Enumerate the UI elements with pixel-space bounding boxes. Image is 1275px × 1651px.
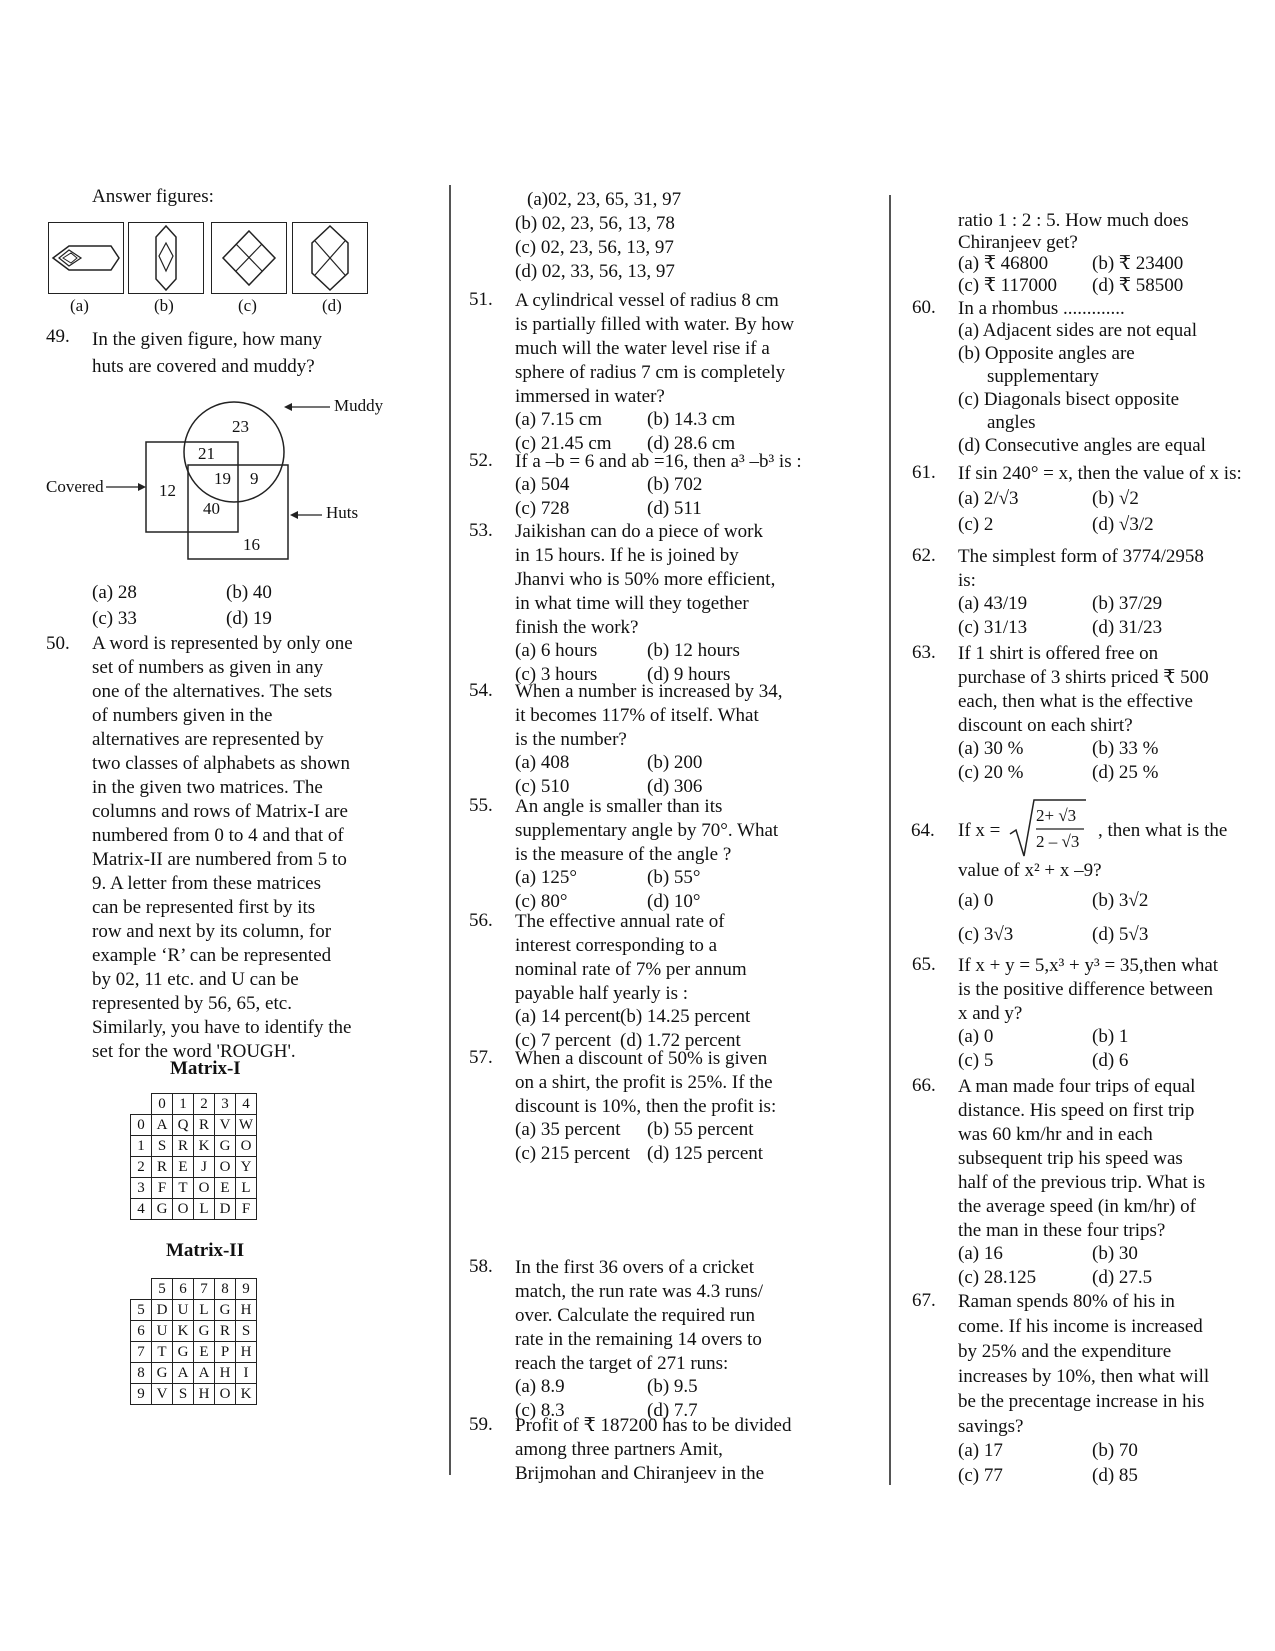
matrix-cell: R xyxy=(194,1115,215,1136)
q65-option-a: (a) 0 xyxy=(958,1026,994,1047)
answer-figures-label: Answer figures: xyxy=(92,186,214,207)
q55-option-a: (a) 125° xyxy=(515,867,577,888)
matrix-cell: 1 xyxy=(131,1136,152,1157)
matrix2-title: Matrix-II xyxy=(166,1240,245,1261)
matrix-cell: G xyxy=(152,1363,173,1384)
q64-option-c: (c) 3√3 xyxy=(958,924,1014,945)
q54-option-c: (c) 510 xyxy=(515,776,570,797)
q56-line: nominal rate of 7% per annum xyxy=(515,959,747,980)
q53-option-d: (d) 9 hours xyxy=(647,664,731,685)
matrix-cell: 4 xyxy=(236,1094,257,1115)
q61-option-b: (b) √2 xyxy=(1092,488,1139,509)
q63-line: If 1 shirt is offered free on xyxy=(958,643,1159,664)
q58-number: 58. xyxy=(469,1256,493,1277)
matrix-cell: 7 xyxy=(194,1279,215,1300)
q50-line: example ‘R’ can be represented xyxy=(92,945,332,966)
q60-option: (c) Diagonals bisect opposite xyxy=(958,389,1180,410)
matrix-cell: V xyxy=(215,1115,236,1136)
q65-line: If x + y = 5,x³ + y³ = 35,then what xyxy=(958,955,1219,976)
fig-label-c: (c) xyxy=(238,296,257,315)
matrix-cell: O xyxy=(215,1157,236,1178)
q64-option-a: (a) 0 xyxy=(958,890,994,911)
matrix-cell: 8 xyxy=(131,1363,152,1384)
matrix-cell: K xyxy=(194,1136,215,1157)
q67-option-b: (b) 70 xyxy=(1092,1440,1138,1461)
q56-option-a: (a) 14 percent xyxy=(515,1006,621,1027)
q67-line: Raman spends 80% of his in xyxy=(958,1291,1175,1312)
q51-number: 51. xyxy=(469,289,493,310)
q62-option-b: (b) 37/29 xyxy=(1092,593,1163,614)
q57-option-b: (b) 55 percent xyxy=(647,1119,754,1140)
q50-line: can be represented first by its xyxy=(92,897,316,918)
matrix-cell: V xyxy=(152,1384,173,1405)
q50-line: set for the word 'ROUGH'. xyxy=(92,1041,296,1062)
q54-number: 54. xyxy=(469,680,493,701)
q55-line: is the measure of the angle ? xyxy=(515,844,732,865)
q58-option-a: (a) 8.9 xyxy=(515,1376,565,1397)
q62-line: is: xyxy=(958,570,976,591)
q67-option-d: (d) 85 xyxy=(1092,1465,1138,1486)
q50-option-a: (a)02, 23, 65, 31, 97 xyxy=(527,189,682,210)
q50-line: row and next by its column, for xyxy=(92,921,332,942)
q50-line: two classes of alphabets as shown xyxy=(92,753,351,774)
q51-option-b: (b) 14.3 cm xyxy=(647,409,736,430)
q54-option-d: (d) 306 xyxy=(647,776,703,797)
q53-line: in 15 hours. If he is joined by xyxy=(515,545,739,566)
q49-number: 49. xyxy=(46,326,70,347)
q54-line: is the number? xyxy=(515,729,627,750)
matrix-cell: H xyxy=(236,1300,257,1321)
q51-option-d: (d) 28.6 cm xyxy=(647,433,736,454)
matrix-cell: G xyxy=(194,1321,215,1342)
matrix-cell: 1 xyxy=(173,1094,194,1115)
q63-option-c: (c) 20 % xyxy=(958,762,1024,783)
q49-option-a: (a) 28 xyxy=(92,582,137,603)
q66-line: subsequent trip his speed was xyxy=(958,1148,1183,1169)
matrix-cell: 9 xyxy=(131,1384,152,1405)
matrix-cell: L xyxy=(236,1178,257,1199)
answer-figure-c xyxy=(211,222,287,294)
q60-number: 60. xyxy=(912,297,936,318)
q49-option-c: (c) 33 xyxy=(92,608,137,629)
matrix-cell: 2 xyxy=(194,1094,215,1115)
q62-number: 62. xyxy=(912,545,936,566)
matrix-cell: O xyxy=(194,1178,215,1199)
q59-line: Profit of ₹ 187200 has to be divided xyxy=(515,1415,792,1436)
q61-number: 61. xyxy=(912,462,936,483)
venn-label-huts: Huts xyxy=(326,503,359,522)
matrix-cell: 6 xyxy=(173,1279,194,1300)
matrix-cell: D xyxy=(152,1300,173,1321)
matrix-cell: H xyxy=(215,1363,236,1384)
matrix-cell: S xyxy=(173,1384,194,1405)
matrix-cell: F xyxy=(236,1199,257,1220)
q54-line: When a number is increased by 34, xyxy=(515,681,783,702)
matrix-cell: U xyxy=(173,1300,194,1321)
q56-number: 56. xyxy=(469,910,493,931)
q60-line: In a rhombus ............. xyxy=(958,298,1125,319)
matrix-cell: R xyxy=(152,1157,173,1178)
q65-option-b: (b) 1 xyxy=(1092,1026,1129,1047)
q53-line: Jaikishan can do a piece of work xyxy=(515,521,763,542)
q58-option-d: (d) 7.7 xyxy=(647,1400,698,1421)
q66-line: half of the previous trip. What is xyxy=(958,1172,1206,1193)
q67-line: increases by 10%, then what will xyxy=(958,1366,1210,1387)
matrix-cell: D xyxy=(215,1199,236,1220)
q62-option-d: (d) 31/23 xyxy=(1092,617,1163,638)
matrix-cell: H xyxy=(236,1342,257,1363)
q58-option-b: (b) 9.5 xyxy=(647,1376,698,1397)
q52-option-b: (b) 702 xyxy=(647,474,703,495)
q54-line: it becomes 117% of itself. What xyxy=(515,705,759,726)
matrix-cell xyxy=(131,1279,152,1300)
q66-line: was 60 km/hr and in each xyxy=(958,1124,1153,1145)
q50-line: by 02, 11 etc. and U can be xyxy=(92,969,299,990)
q50-number: 50. xyxy=(46,633,70,654)
q61-line: If sin 240° = x, then the value of x is: xyxy=(958,463,1242,484)
q58-line: In the first 36 overs of a cricket xyxy=(515,1257,754,1278)
matrix-cell: 6 xyxy=(131,1321,152,1342)
venn-value: 23 xyxy=(232,417,249,436)
matrix-cell: I xyxy=(236,1363,257,1384)
q51-option-c: (c) 21.45 cm xyxy=(515,433,612,454)
q62-line: The simplest form of 3774/2958 xyxy=(958,546,1204,567)
q67-line: savings? xyxy=(958,1416,1024,1437)
q63-line: purchase of 3 shirts priced ₹ 500 xyxy=(958,667,1209,688)
q52-number: 52. xyxy=(469,450,493,471)
q58-line: rate in the remaining 14 overs to xyxy=(515,1329,762,1350)
q50-line: alternatives are represented by xyxy=(92,729,324,750)
q65-line: is the positive difference between xyxy=(958,979,1213,1000)
matrix-cell: S xyxy=(152,1136,173,1157)
matrix-cell: 9 xyxy=(236,1279,257,1300)
q50-line: one of the alternatives. The sets xyxy=(92,681,333,702)
q53-option-c: (c) 3 hours xyxy=(515,664,598,685)
q58-option-c: (c) 8.3 xyxy=(515,1400,565,1421)
q50-line: A word is represented by only one xyxy=(92,633,353,654)
q51-line: immersed in water? xyxy=(515,386,665,407)
matrix-cell: K xyxy=(173,1321,194,1342)
matrix-cell: J xyxy=(194,1157,215,1178)
matrix-cell: E xyxy=(173,1157,194,1178)
matrix-cell: 5 xyxy=(152,1279,173,1300)
q65-option-c: (c) 5 xyxy=(958,1050,994,1071)
q63-option-b: (b) 33 % xyxy=(1092,738,1159,759)
q52-option-d: (d) 511 xyxy=(647,498,702,519)
matrix-cell: G xyxy=(152,1199,173,1220)
venn-value: 12 xyxy=(159,481,176,500)
q66-line: A man made four trips of equal xyxy=(958,1076,1196,1097)
q62-option-c: (c) 31/13 xyxy=(958,617,1028,638)
q49-line: huts are covered and muddy? xyxy=(92,356,315,377)
q56-line: interest corresponding to a xyxy=(515,935,718,956)
q53-line: Jhanvi who is 50% more efficient, xyxy=(515,569,776,590)
q59-option-d: (d) ₹ 58500 xyxy=(1092,275,1184,296)
q64-line2: value of x² + x –9? xyxy=(958,860,1102,881)
matrix-cell: L xyxy=(194,1199,215,1220)
q55-line: supplementary angle by 70°. What xyxy=(515,820,779,841)
q58-line: reach the target of 271 runs: xyxy=(515,1353,729,1374)
venn-value: 19 xyxy=(214,469,231,488)
q60-option: (b) Opposite angles are xyxy=(958,343,1135,364)
q64-numerator: 2+ √3 xyxy=(1036,806,1077,825)
matrix-cell: O xyxy=(236,1136,257,1157)
q53-line: in what time will they together xyxy=(515,593,749,614)
venn-label-covered: Covered xyxy=(46,477,104,496)
matrix-cell: 7 xyxy=(131,1342,152,1363)
q65-option-d: (d) 6 xyxy=(1092,1050,1129,1071)
q61-option-a: (a) 2/√3 xyxy=(958,488,1019,509)
q62-option-a: (a) 43/19 xyxy=(958,593,1028,614)
q64-denominator: 2 – √3 xyxy=(1036,832,1080,851)
q60-option: (a) Adjacent sides are not equal xyxy=(958,320,1197,341)
q67-line: be the precentage increase in his xyxy=(958,1391,1205,1412)
q49-text xyxy=(92,326,322,380)
q52-option-c: (c) 728 xyxy=(515,498,570,519)
q51-line: sphere of radius 7 cm is completely xyxy=(515,362,786,383)
venn-value: 9 xyxy=(250,469,259,488)
q51-line: is partially filled with water. By how xyxy=(515,314,795,335)
q49-option-d: (d) 19 xyxy=(226,608,272,629)
venn-value: 16 xyxy=(243,535,260,554)
matrix1-table xyxy=(130,1093,257,1220)
q51-line: A cylindrical vessel of radius 8 cm xyxy=(515,290,779,311)
venn-value: 21 xyxy=(198,444,215,463)
q53-line: finish the work? xyxy=(515,617,639,638)
matrix-cell: O xyxy=(215,1384,236,1405)
q50-options xyxy=(515,188,681,284)
q50-line: numbered from 0 to 4 and that of xyxy=(92,825,344,846)
matrix-cell: 3 xyxy=(215,1094,236,1115)
matrix-cell: W xyxy=(236,1115,257,1136)
matrix-cell: T xyxy=(152,1342,173,1363)
matrix-cell: Y xyxy=(236,1157,257,1178)
q64-option-d: (d) 5√3 xyxy=(1092,924,1149,945)
q57-number: 57. xyxy=(469,1047,493,1068)
matrix-cell: R xyxy=(173,1136,194,1157)
q50-text xyxy=(92,632,353,1064)
q67-option-a: (a) 17 xyxy=(958,1440,1003,1461)
q67-number: 67. xyxy=(912,1290,936,1311)
q66-option-c: (c) 28.125 xyxy=(958,1267,1037,1288)
q50-line: represented by 56, 65, etc. xyxy=(92,993,292,1014)
q59-option-a: (a) ₹ 46800 xyxy=(958,253,1049,274)
q50-line: in the given two matrices. The xyxy=(92,777,323,798)
q61-option-c: (c) 2 xyxy=(958,514,994,535)
matrix-cell: 2 xyxy=(131,1157,152,1178)
q56-line: The effective annual rate of xyxy=(515,911,725,932)
matrix-cell: U xyxy=(152,1321,173,1342)
q67-line: by 25% and the expenditure xyxy=(958,1341,1172,1362)
matrix-cell: T xyxy=(173,1178,194,1199)
matrix-cell: S xyxy=(236,1321,257,1342)
q66-line: distance. His speed on first trip xyxy=(958,1100,1195,1121)
answer-figure-b xyxy=(128,222,204,294)
venn-value: 40 xyxy=(203,499,220,518)
venn-label-muddy: Muddy xyxy=(334,396,384,415)
matrix-cell: F xyxy=(152,1178,173,1199)
matrix-cell: E xyxy=(215,1178,236,1199)
q65-number: 65. xyxy=(912,954,936,975)
q56-option-c: (c) 7 percent xyxy=(515,1030,611,1051)
q50-option-d: (d) 02, 33, 56, 13, 97 xyxy=(515,261,675,282)
answer-figure-d xyxy=(292,222,368,294)
q55-option-d: (d) 10° xyxy=(647,891,701,912)
q64-number: 64. xyxy=(911,820,935,841)
matrix-cell: A xyxy=(194,1363,215,1384)
matrix-cell: H xyxy=(194,1384,215,1405)
matrix1-title: Matrix-I xyxy=(170,1058,241,1079)
q63-number: 63. xyxy=(912,642,936,663)
column-divider-1 xyxy=(449,185,451,1475)
matrix-cell: K xyxy=(236,1384,257,1405)
q55-number: 55. xyxy=(469,795,493,816)
matrix-cell: 4 xyxy=(131,1199,152,1220)
matrix-cell: A xyxy=(152,1115,173,1136)
q59-option-b: (b) ₹ 23400 xyxy=(1092,253,1184,274)
q49-option-b: (b) 40 xyxy=(226,582,272,603)
q63-line: each, then what is the effective xyxy=(958,691,1193,712)
q55-option-b: (b) 55° xyxy=(647,867,701,888)
q57-option-d: (d) 125 percent xyxy=(647,1143,764,1164)
q56-line: payable half yearly is : xyxy=(515,983,689,1004)
q52-option-a: (a) 504 xyxy=(515,474,570,495)
q58-line: match, the run rate was 4.3 runs/ xyxy=(515,1281,763,1302)
fig-label-b: (b) xyxy=(154,296,174,315)
q63-line: discount on each shirt? xyxy=(958,715,1133,736)
q50-line: Similarly, you have to identify the xyxy=(92,1017,352,1038)
q50-line: set of numbers as given in any xyxy=(92,657,324,678)
matrix-cell: 3 xyxy=(131,1178,152,1199)
matrix-cell: G xyxy=(173,1342,194,1363)
fig-label-a: (a) xyxy=(70,296,89,315)
q63-option-d: (d) 25 % xyxy=(1092,762,1159,783)
q57-line: When a discount of 50% is given xyxy=(515,1048,768,1069)
q53-option-b: (b) 12 hours xyxy=(647,640,740,661)
q60-option: supplementary xyxy=(987,366,1099,387)
q55-option-c: (c) 80° xyxy=(515,891,568,912)
matrix-cell: A xyxy=(173,1363,194,1384)
q51-line: much will the water level rise if a xyxy=(515,338,770,359)
q55-line: An angle is smaller than its xyxy=(515,796,723,817)
q57-line: discount is 10%, then the profit is: xyxy=(515,1096,777,1117)
q53-option-a: (a) 6 hours xyxy=(515,640,598,661)
matrix-cell: G xyxy=(215,1300,236,1321)
q50-line: 9. A letter from these matrices xyxy=(92,873,321,894)
q57-option-c: (c) 215 percent xyxy=(515,1143,630,1164)
answer-figure-a xyxy=(48,222,124,294)
q58-line: over. Calculate the required run xyxy=(515,1305,756,1326)
fig-label-d: (d) xyxy=(322,296,342,315)
q50-line: Matrix-II are numbered from 5 to xyxy=(92,849,347,870)
matrix-cell: 0 xyxy=(131,1115,152,1136)
q50-option-c: (c) 02, 23, 56, 13, 97 xyxy=(515,237,674,258)
matrix-cell xyxy=(131,1094,152,1115)
q59-line: among three partners Amit, xyxy=(515,1439,723,1460)
matrix-cell: R xyxy=(215,1321,236,1342)
q64-tail: , then what is the xyxy=(1098,820,1228,841)
q56-option-b: (b) 14.25 percent xyxy=(620,1006,751,1027)
q60-option: angles xyxy=(987,412,1036,433)
q60-option: (d) Consecutive angles are equal xyxy=(958,435,1206,456)
q66-line: the average speed (in km/hr) of xyxy=(958,1196,1196,1217)
q54-option-a: (a) 408 xyxy=(515,752,570,773)
q50-line: of numbers given in the xyxy=(92,705,273,726)
matrix-cell: L xyxy=(194,1300,215,1321)
q57-line: on a shirt, the profit is 25%. If the xyxy=(515,1072,773,1093)
q57-option-a: (a) 35 percent xyxy=(515,1119,621,1140)
matrix-cell: 5 xyxy=(131,1300,152,1321)
q50-line: columns and rows of Matrix-I are xyxy=(92,801,348,822)
matrix-cell: O xyxy=(173,1199,194,1220)
matrix2-table xyxy=(130,1278,257,1405)
q52-line: If a –b = 6 and ab =16, then a³ –b³ is : xyxy=(515,451,802,472)
matrix-cell: 8 xyxy=(215,1279,236,1300)
q67-line: come. If his income is increased xyxy=(958,1316,1203,1337)
q59-line: Chiranjeev get? xyxy=(958,232,1078,253)
q56-option-d: (d) 1.72 percent xyxy=(620,1030,741,1051)
q51-option-a: (a) 7.15 cm xyxy=(515,409,603,430)
q53-number: 53. xyxy=(469,520,493,541)
q66-option-d: (d) 27.5 xyxy=(1092,1267,1153,1288)
q59-line: Brijmohan and Chiranjeev in the xyxy=(515,1463,765,1484)
q65-line: x and y? xyxy=(958,1003,1023,1024)
q59-line: ratio 1 : 2 : 5. How much does xyxy=(958,210,1189,231)
q64-if-x: If x = xyxy=(958,820,1001,841)
q61-option-d: (d) √3/2 xyxy=(1092,514,1154,535)
matrix-cell: P xyxy=(215,1342,236,1363)
q66-number: 66. xyxy=(912,1075,936,1096)
q66-line: the man in these four trips? xyxy=(958,1220,1166,1241)
matrix-cell: E xyxy=(194,1342,215,1363)
q59-option-c: (c) ₹ 117000 xyxy=(958,275,1057,296)
matrix-cell: 0 xyxy=(152,1094,173,1115)
q66-option-a: (a) 16 xyxy=(958,1243,1003,1264)
q49-line: In the given figure, how many xyxy=(92,329,323,350)
q54-option-b: (b) 200 xyxy=(647,752,703,773)
q63-option-a: (a) 30 % xyxy=(958,738,1024,759)
q66-option-b: (b) 30 xyxy=(1092,1243,1138,1264)
q50-option-b: (b) 02, 23, 56, 13, 78 xyxy=(515,213,675,234)
q59-number: 59. xyxy=(469,1414,493,1435)
q64-option-b: (b) 3√2 xyxy=(1092,890,1149,911)
column-divider-2 xyxy=(889,195,891,1485)
matrix-cell: Q xyxy=(173,1115,194,1136)
q67-option-c: (c) 77 xyxy=(958,1465,1003,1486)
matrix-cell: G xyxy=(215,1136,236,1157)
